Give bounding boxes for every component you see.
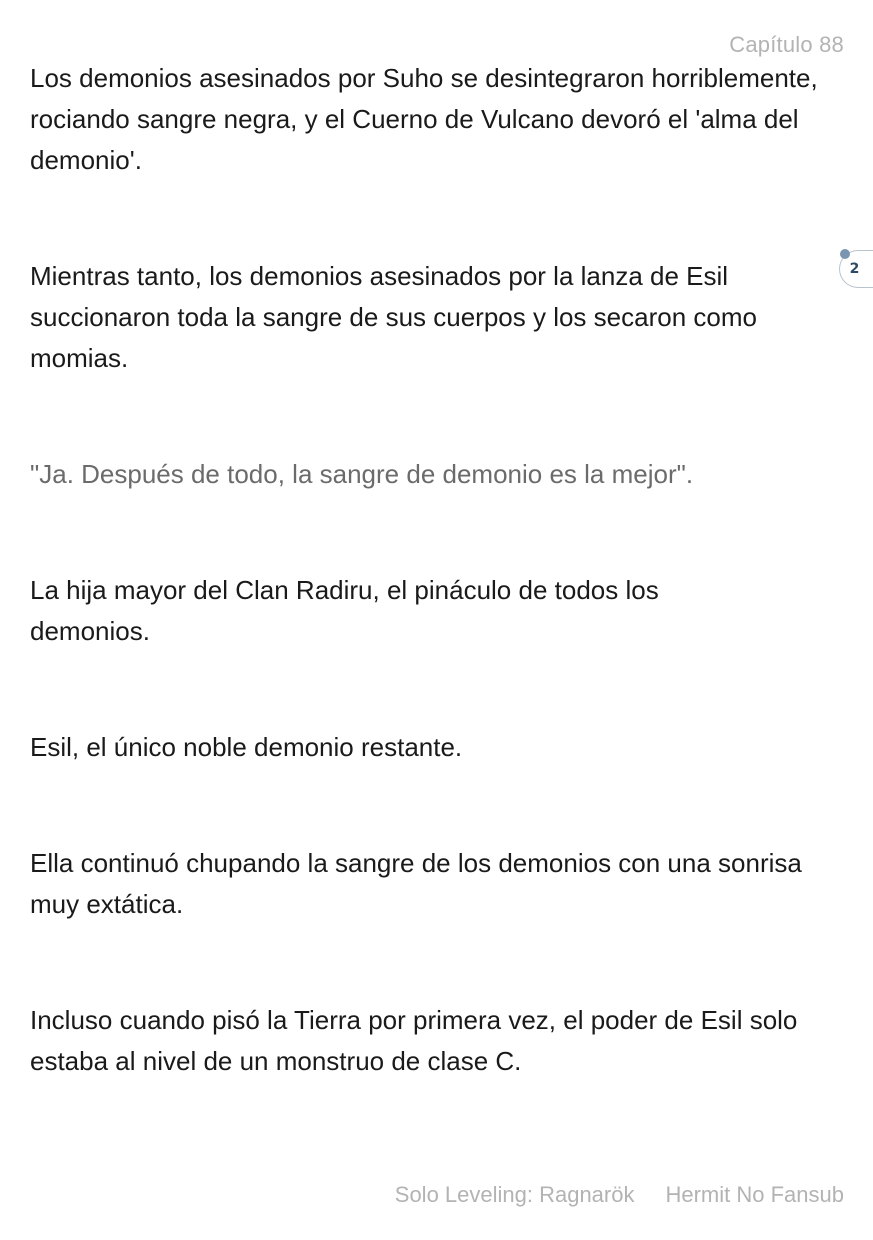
footer-translator: Hermit No Fansub (665, 1182, 844, 1207)
paragraph-2: Mientras tanto, los demonios asesinados por la lanza de Esil succionaron toda la sangre de sus cuerpos y los secaron como momias. (30, 261, 757, 373)
footer (395, 1182, 844, 1208)
paragraph-7: Incluso cuando pisó la Tierra por primera vez, el poder de Esil solo estaba al nivel de un monstruo de clase C. (30, 1005, 798, 1076)
chapter-label: Capítulo 88 (729, 32, 844, 57)
paragraph-3-quote: "Ja. Después de todo, la sangre de demonio es la mejor". (30, 459, 694, 489)
footer-book-title: Solo Leveling: Ragnarök (394, 1182, 635, 1207)
comment-count: 2 (849, 261, 860, 277)
paragraph-5: Esil, el único noble demonio restante. (30, 732, 463, 762)
paragraph-4: La hija mayor del Clan Radiru, el pináculo de todos los demonios. (30, 575, 659, 646)
paragraph-6: Ella continuó chupando la sangre de los demonios con una sonrisa muy extática. (30, 848, 802, 919)
paragraph-1: Los demonios asesinados por Suho se desintegraron horriblemente, rociando sangre negra, y el Cuerno de Vulcano devoró el 'alma del demonio'. (30, 63, 818, 175)
comment-bubble-icon (840, 249, 850, 259)
